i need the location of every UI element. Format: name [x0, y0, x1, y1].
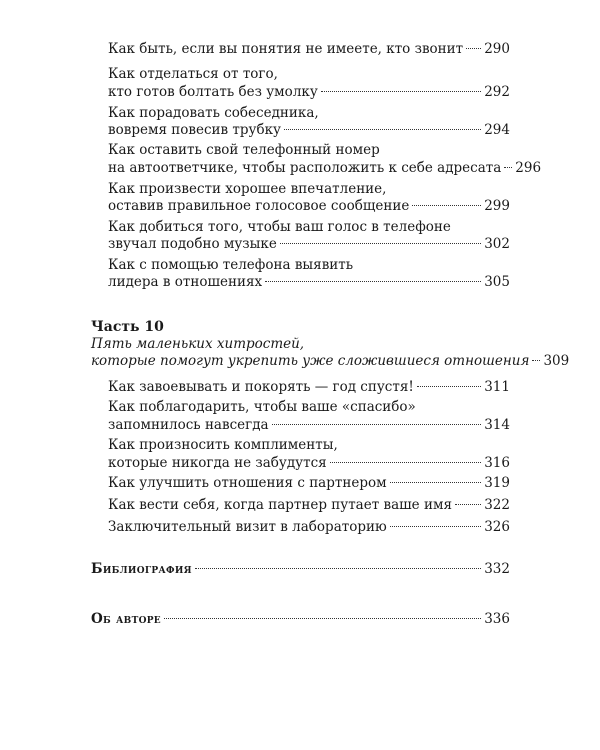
toc-entry-6-line1: Как добиться того, чтобы ваш голос в телефоне [108, 219, 451, 235]
part10-entry-2-line1: Как поблагодарить, чтобы ваше «спасибо» [108, 399, 416, 415]
toc-page-number: 309 [543, 353, 570, 369]
toc-entry-text: Как быть, если вы понятия не имеете, кто звонит [108, 41, 464, 57]
about-author-entry [91, 610, 510, 628]
toc-page-number: 319 [484, 475, 510, 491]
toc-page-number: 314 [484, 417, 510, 433]
toc-page-number: 326 [484, 519, 510, 535]
toc-entry-text: запомнилось навсегда [108, 417, 269, 433]
part10-entry-2 [108, 416, 510, 434]
toc-entry-2 [108, 83, 510, 101]
toc-entry-text: Как улучшить отношения с партнером [108, 475, 387, 491]
toc-entry-4-line1: Как оставить свой телефонный номер [108, 142, 380, 158]
toc-page-number: 332 [484, 561, 510, 577]
toc-page-number: 294 [484, 122, 510, 138]
dot-leader [532, 360, 540, 361]
toc-entry-text: Заключительный визит в лабораторию [108, 519, 387, 535]
dot-leader [466, 48, 481, 49]
toc-page-number: 292 [484, 84, 510, 100]
toc-entry-text: звучал подобно музыке [108, 236, 277, 252]
part10-entry-6 [108, 518, 510, 536]
dot-leader [321, 91, 481, 92]
toc-entry-5-line1: Как произвести хорошее впечатление, [108, 181, 387, 197]
toc-entry-text: Как вести себя, когда партнер путает ваше имя [108, 497, 452, 513]
dot-leader [280, 243, 481, 244]
dot-leader [164, 618, 481, 619]
toc-entry-text: вовремя повесив трубку [108, 122, 281, 138]
part10-entry-3-line1: Как произносить комплименты, [108, 437, 338, 453]
bibliography-entry [91, 560, 510, 578]
part10-entry-3 [108, 454, 510, 472]
dot-leader [504, 167, 512, 168]
toc-page-number: 305 [484, 274, 510, 290]
part10-entry-1 [108, 378, 510, 396]
dot-leader [412, 205, 481, 206]
part10-entry-4 [108, 474, 510, 492]
toc-entry-6 [108, 235, 510, 253]
part-10-title-line2: которые помогут укрепить уже сложившиеся отношения [91, 353, 530, 369]
toc-entry-7 [108, 273, 510, 291]
toc-entry-7-line1: Как с помощью телефона выявить [108, 257, 354, 273]
toc-page-number: 296 [515, 160, 542, 176]
dot-leader [390, 482, 482, 483]
part10-entry-5 [108, 496, 510, 514]
part-10-title [91, 352, 570, 370]
dot-leader [455, 504, 481, 505]
toc-entry-3-line1: Как порадовать собеседника, [108, 105, 319, 121]
dot-leader [390, 526, 481, 527]
dot-leader [330, 462, 482, 463]
part-10-title-line1: Пять маленьких хитростей, [91, 336, 305, 352]
toc-entry-text: которые никогда не забудутся [108, 455, 327, 471]
toc-page-number: 322 [484, 497, 510, 513]
toc-entry-5 [108, 197, 510, 215]
toc-entry-4 [108, 159, 542, 177]
toc-entry-text: кто готов болтать без умолку [108, 84, 318, 100]
toc-entry-text: Как завоевывать и покорять — год спустя! [108, 379, 414, 395]
about-author-label: Об авторе [91, 611, 161, 627]
dot-leader [195, 568, 481, 569]
toc-entry-3 [108, 121, 510, 139]
toc-page-number: 336 [484, 611, 510, 627]
toc-entry-text: оставив правильное голосовое сообщение [108, 198, 410, 214]
toc-entry-text: на автоответчике, чтобы расположить к себе адресата [108, 160, 502, 176]
toc-page-number: 302 [484, 236, 510, 252]
dot-leader [284, 129, 481, 130]
toc-page-number: 316 [484, 455, 510, 471]
toc-entry-2-line1: Как отделаться от того, [108, 66, 278, 82]
dot-leader [417, 386, 481, 387]
toc-page-number: 299 [484, 198, 510, 214]
toc-page-number: 290 [484, 41, 510, 57]
toc-entry-text: лидера в отношениях [108, 274, 263, 290]
dot-leader [265, 281, 481, 282]
bibliography-label: Библиография [91, 561, 192, 577]
part-10-label: Часть 10 [91, 319, 164, 335]
dot-leader [272, 424, 482, 425]
toc-entry-1 [108, 40, 510, 58]
toc-page-number: 311 [484, 379, 510, 395]
